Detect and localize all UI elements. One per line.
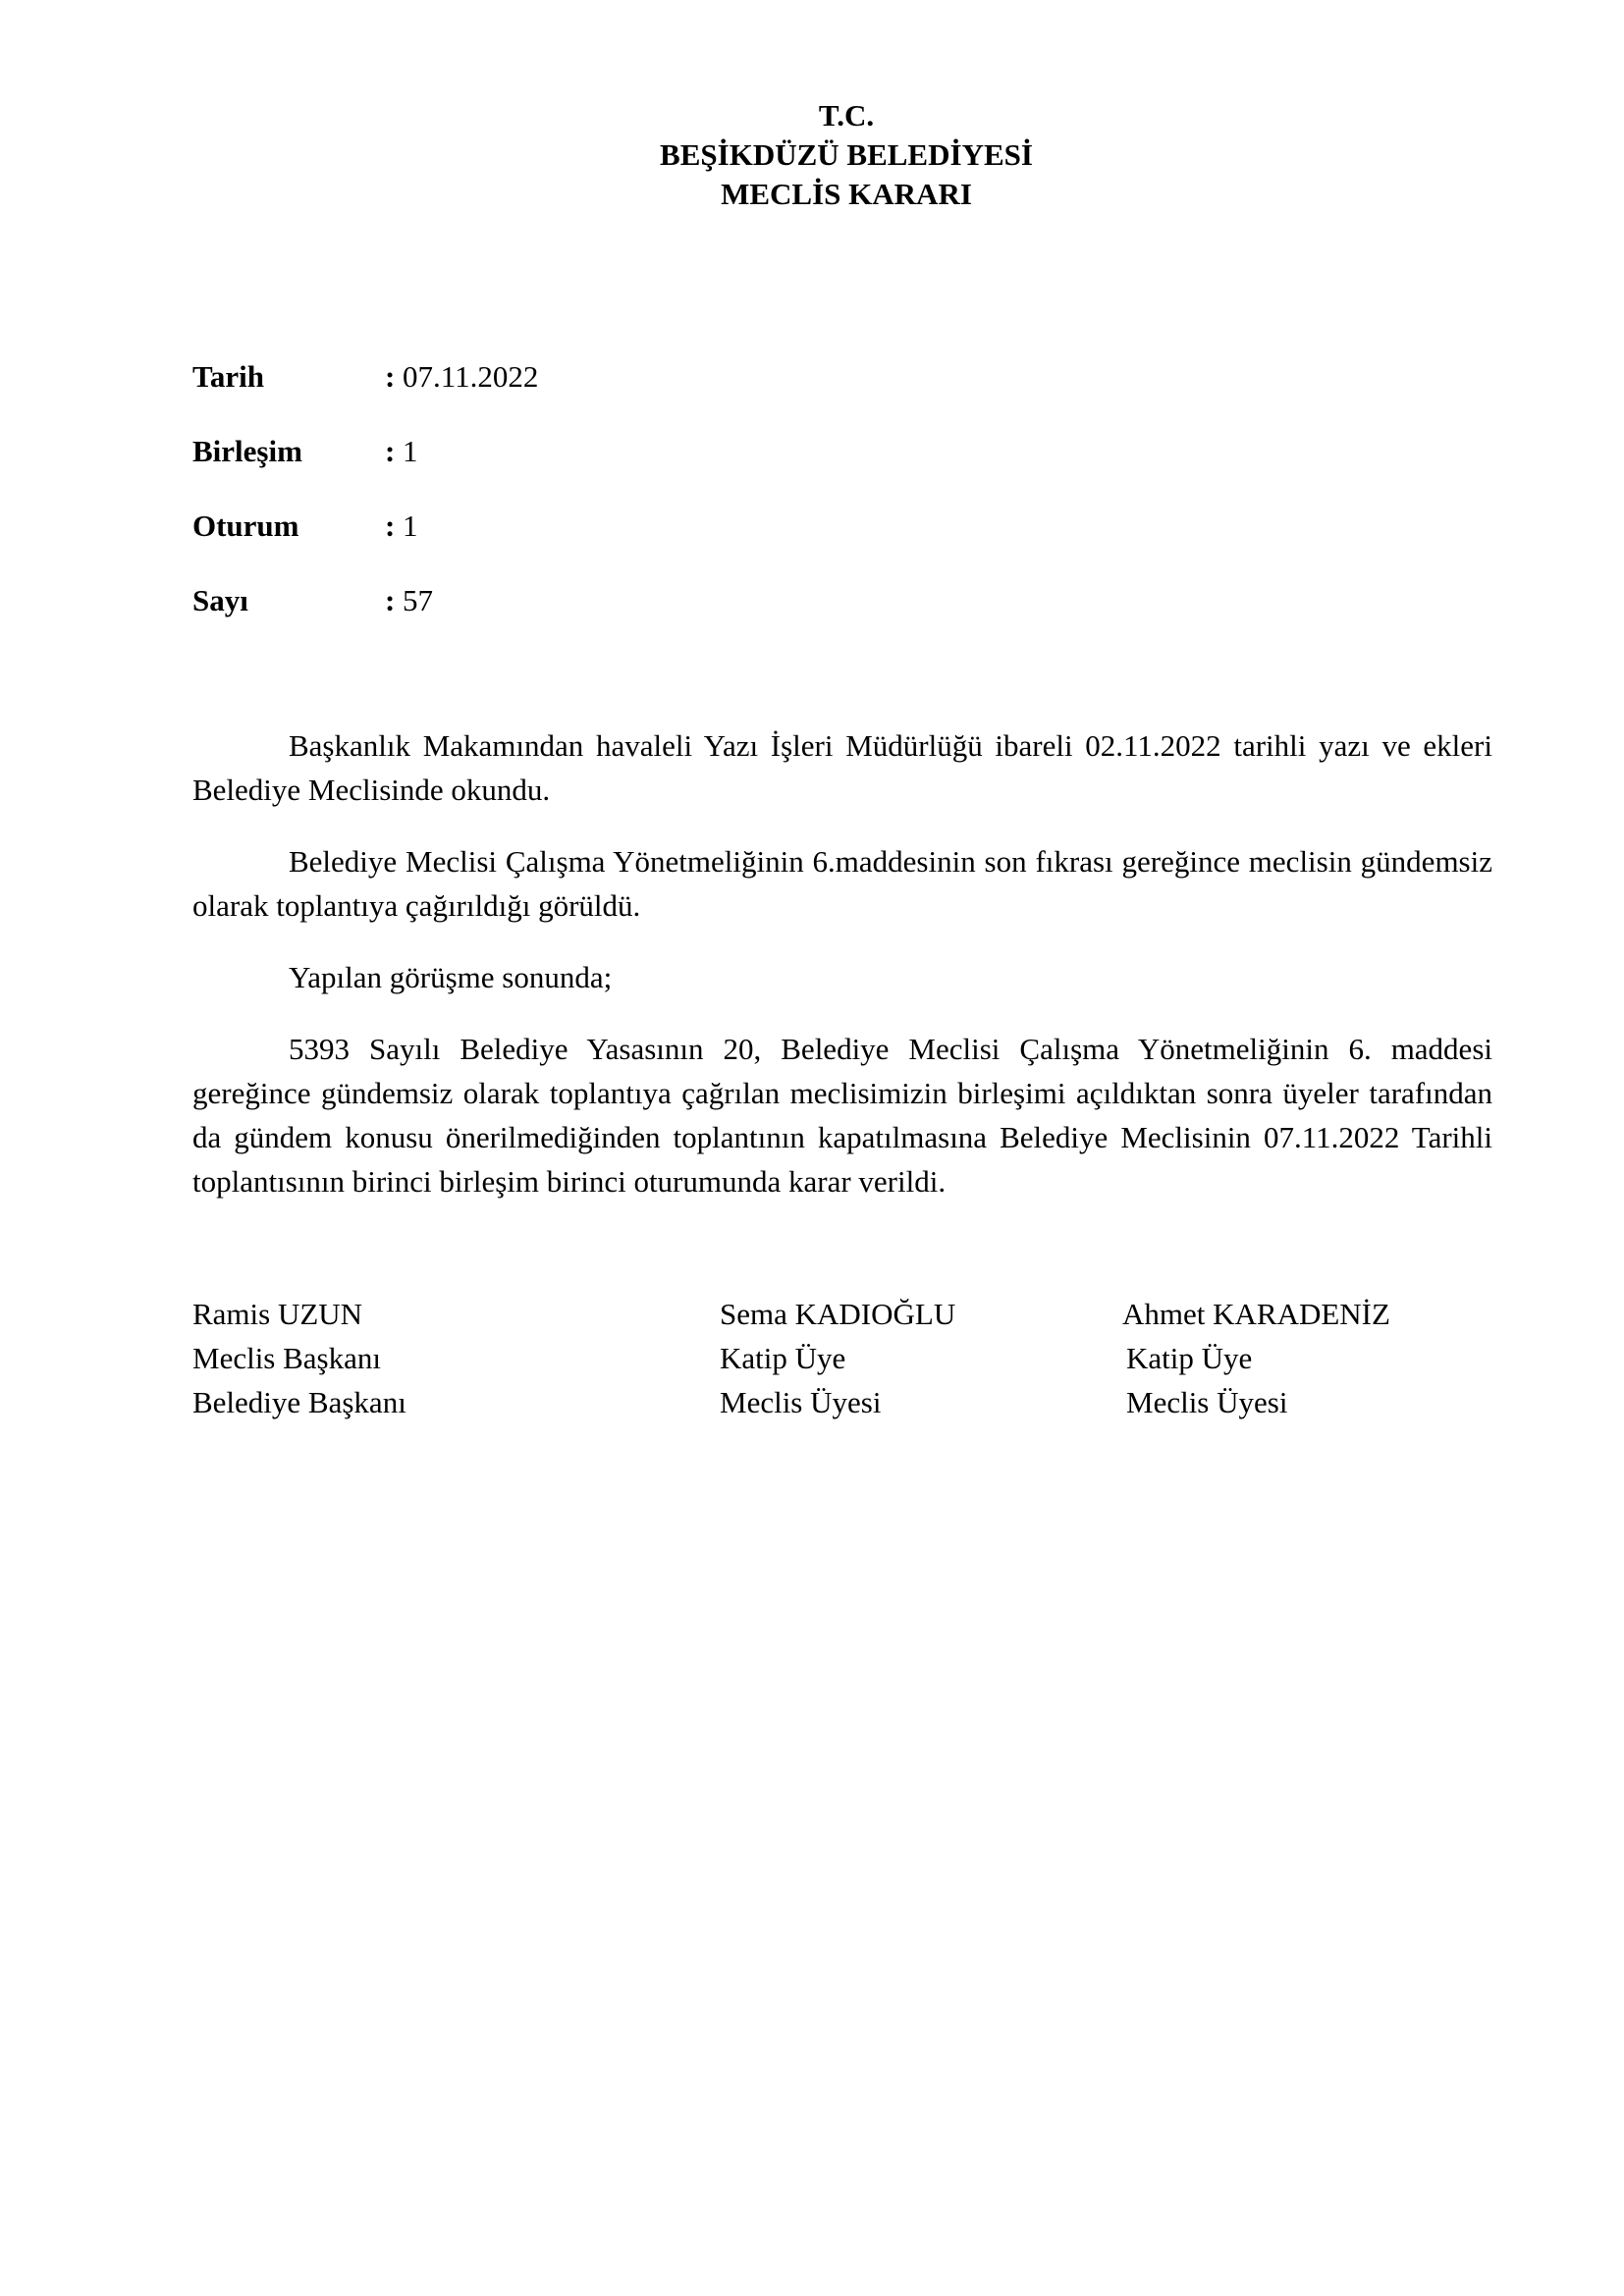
- meta-separator: :: [385, 583, 396, 617]
- meta-value: 1: [403, 434, 418, 468]
- signature-clerk-1: [720, 1292, 955, 1424]
- signer-role: Belediye Başkanı: [192, 1385, 406, 1419]
- header-document-type: MECLİS KARARI: [721, 177, 972, 211]
- signer-role: Meclis Üyesi: [720, 1385, 882, 1419]
- meta-value: 1: [403, 508, 418, 543]
- decision-body: [192, 723, 1492, 1231]
- body-paragraph: Yapılan görüşme sonunda;: [289, 960, 613, 994]
- signature-clerk-2: [1122, 1292, 1390, 1424]
- meta-label: Sayı: [192, 583, 248, 617]
- meta-label: Oturum: [192, 508, 299, 543]
- meta-separator: :: [385, 508, 396, 543]
- signer-name: Sema KADIOĞLU: [720, 1297, 956, 1331]
- body-paragraph: 5393 Sayılı Belediye Yasasının 20, Belediye Meclisi Çalışma Yönetmeliğinin 6. maddesi gereğince gündemsiz olarak toplantıya çağrılan meclisimizin birleşimi açıldıktan sonra üyeler tarafından da gündem konusu önerilmediğinden toplantının kapatılmasına Belediye Meclisinin 07.11.2022 Tarihli toplantısının birinci birleşim birinci oturumunda karar verildi.: [192, 1032, 1492, 1199]
- signer-role: Meclis Üyesi: [1126, 1385, 1288, 1419]
- signer-title: Katip Üye: [720, 1341, 846, 1375]
- document-header: [0, 96, 1624, 214]
- signer-title: Meclis Başkanı: [192, 1341, 381, 1375]
- header-country: T.C.: [818, 98, 875, 133]
- meta-label: Tarih: [192, 359, 264, 394]
- signature-council-president: [192, 1292, 406, 1424]
- meta-value: 57: [403, 583, 433, 617]
- signer-name: Ramis UZUN: [192, 1297, 363, 1331]
- body-paragraph: Başkanlık Makamından havaleli Yazı İşleri Müdürlüğü ibareli 02.11.2022 tarihli yazı ve ekleri Belediye Meclisinde okundu.: [192, 728, 1492, 807]
- meta-separator: :: [385, 434, 396, 468]
- signer-name: Ahmet KARADENİZ: [1122, 1297, 1390, 1331]
- body-paragraph: Belediye Meclisi Çalışma Yönetmeliğinin 6.maddesinin son fıkrası gereğince meclisin gündemsiz olarak toplantıya çağırıldığı görüldü.: [192, 844, 1492, 923]
- meta-value: 07.11.2022: [403, 359, 539, 394]
- meta-separator: :: [385, 359, 396, 394]
- meta-label: Birleşim: [192, 434, 302, 468]
- signer-title: Katip Üye: [1126, 1341, 1253, 1375]
- header-municipality: BEŞİKDÜZÜ BELEDİYESİ: [660, 137, 1033, 172]
